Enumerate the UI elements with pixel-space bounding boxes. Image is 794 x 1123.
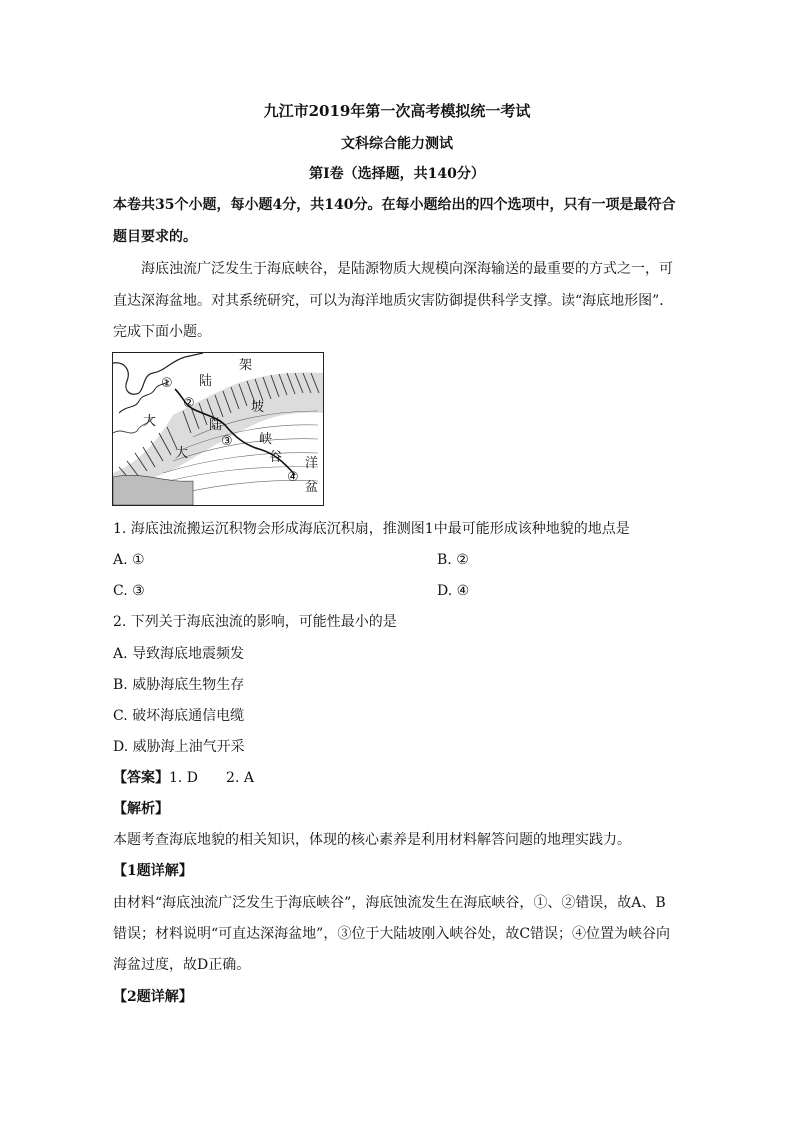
map-point-1: ① <box>161 376 173 391</box>
exam-subtitle: 文科综合能力测试 <box>341 136 453 152</box>
detail-1-line-2: 错误；材料说明“可直达深海盆地”，③位于大陆坡刚入峡谷处，故C错误；④位置为峡谷向 <box>113 926 671 942</box>
detail-1-heading: 【1题详解】 <box>113 863 193 879</box>
detail-1-line-1: 由材料“海底浊流广泛发生于海底峡谷”，海底蚀流发生在海底峡谷，①、②错误，故A、B <box>113 895 666 911</box>
section-title: 第Ⅰ卷（选择题，共140分） <box>309 166 485 182</box>
instructions-line-2: 题目要求的。 <box>113 229 197 245</box>
answer-q2: 2. A <box>226 770 254 786</box>
map-label-jia: 架 <box>239 358 253 373</box>
map-label-da-2: 大 <box>175 446 189 461</box>
exam-title: 九江市2019年第一次高考模拟统一考试 <box>263 102 531 120</box>
question-1-stem: 1. 海底浊流搬运沉积物会形成海底沉积扇，推测图1中最可能形成该种地貌的地点是 <box>113 521 630 537</box>
map-point-3: ③ <box>221 434 233 449</box>
seafloor-map <box>112 352 324 506</box>
map-label-gu: 谷 <box>269 450 283 465</box>
instructions-line-1: 本卷共35个小题，每小题4分，共140分。在每小题给出的四个选项中，只有一项是最符合 <box>113 197 676 213</box>
question-1-option-c: C. ③ <box>113 583 145 599</box>
question-2-stem: 2. 下列关于海底浊流的影响，可能性最小的是 <box>113 614 397 630</box>
question-2-option-a: A. 导致海底地震频发 <box>113 646 245 662</box>
answer-q1: 1. D <box>169 770 199 786</box>
answer-row <box>113 768 254 788</box>
map-label-xia: 峡 <box>259 432 273 447</box>
question-1-option-d: D. ④ <box>437 583 470 599</box>
passage-line-2: 直达深海盆地。对其系统研究，可以为海洋地质灾害防御提供科学支撑。读“海底地形图”． <box>113 293 674 309</box>
passage-line-1: 海底浊流广泛发生于海底峡谷，是陆源物质大规模向深海输送的最重要的方式之一，可 <box>141 261 673 277</box>
detail-2-heading: 【2题详解】 <box>113 989 193 1005</box>
detail-1-line-3: 海盆过度，故D正确。 <box>113 957 251 973</box>
map-point-2: ② <box>183 396 195 411</box>
map-label-yang: 洋 <box>305 456 319 471</box>
question-2-option-d: D. 威胁海上油气开采 <box>113 739 245 755</box>
map-label-po: 坡 <box>251 400 265 415</box>
analysis-text: 本题考查海底地貌的相关知识，体现的核心素养是利用材料解答问题的地理实践力。 <box>113 832 631 848</box>
analysis-heading: 【解析】 <box>113 801 169 817</box>
map-label-lu-1: 陆 <box>199 374 213 389</box>
question-1-option-b: B. ② <box>437 552 469 568</box>
answer-label: 【答案】 <box>113 770 169 786</box>
question-2-option-c: C. 破坏海底通信电缆 <box>113 708 245 724</box>
question-1-option-a: A. ① <box>113 552 145 568</box>
map-point-4: ④ <box>287 470 299 485</box>
map-label-pen: 盆 <box>305 480 319 495</box>
map-label-lu-2: 陆 <box>209 418 223 433</box>
map-label-da-1: 大 <box>143 414 157 429</box>
passage-line-3: 完成下面小题。 <box>113 324 211 340</box>
question-2-option-b: B. 威胁海底生物生存 <box>113 677 245 693</box>
